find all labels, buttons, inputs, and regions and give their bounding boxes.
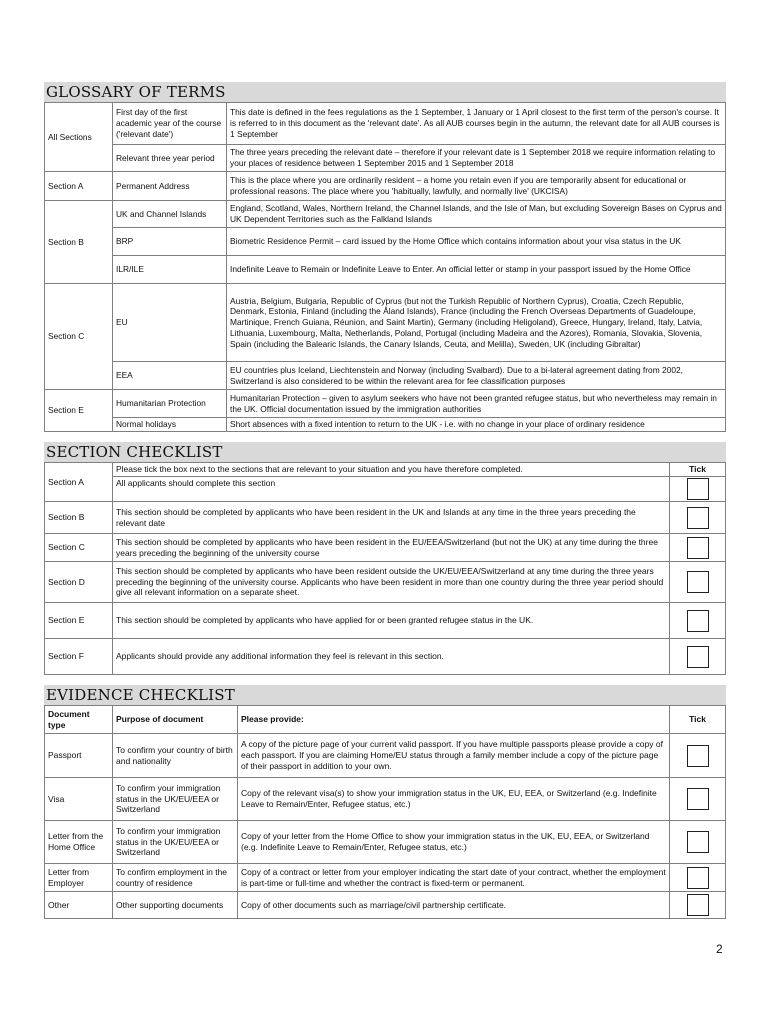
home-office-letter-checkbox[interactable] bbox=[687, 831, 709, 853]
section-d-checkbox[interactable] bbox=[687, 571, 709, 593]
glossary-definition: England, Scotland, Wales, Northern Ireland, the Channel Islands, and the Isle of Man, but excluding Sovereign Bases on Cyprus and UK Dependent Territories such as the Falkland Islands bbox=[227, 201, 726, 228]
purpose-cell: To confirm your immigration status in the UK/EU/EEA or Switzerland bbox=[113, 821, 238, 864]
table-row bbox=[45, 778, 726, 821]
table-row bbox=[45, 145, 726, 172]
glossary-table bbox=[44, 102, 726, 432]
provide-cell: A copy of the picture page of your current valid passport. If you have multiple passports please provide a copy of each passport. If you are claiming Home/EU status through a family member include a copy of the picture page of their passport in addition to your own. bbox=[238, 734, 670, 778]
purpose-cell: To confirm employment in the country of residence bbox=[113, 864, 238, 892]
provide-cell: Copy of the relevant visa(s) to show your immigration status in the UK, EU, EEA, or Switzerland (e.g. Indefinite Leave to Remain/Enter, Refugee status, etc.) bbox=[238, 778, 670, 821]
tick-column-header: Tick bbox=[670, 463, 726, 477]
checklist-section-label: Section A bbox=[45, 463, 113, 502]
tick-cell bbox=[670, 562, 726, 603]
table-row bbox=[45, 256, 726, 284]
tick-cell bbox=[670, 639, 726, 675]
tick-cell bbox=[670, 502, 726, 534]
table-row bbox=[45, 418, 726, 432]
glossary-term: First day of the first academic year of the course ('relevant date') bbox=[113, 103, 227, 145]
section-e-checkbox[interactable] bbox=[687, 610, 709, 632]
evidence-checklist-table bbox=[44, 705, 726, 919]
checklist-description: All applicants should complete this section bbox=[113, 477, 670, 502]
glossary-title: GLOSSARY OF TERMS bbox=[44, 82, 726, 102]
table-row bbox=[45, 228, 726, 256]
tick-cell bbox=[670, 534, 726, 562]
table-header-row bbox=[45, 706, 726, 734]
glossary-section-cell: Section C bbox=[45, 284, 113, 390]
page-number: 2 bbox=[716, 942, 723, 956]
table-row bbox=[45, 362, 726, 390]
glossary-term: EU bbox=[113, 284, 227, 362]
section-c-checkbox[interactable] bbox=[687, 537, 709, 559]
purpose-cell: To confirm your country of birth and nationality bbox=[113, 734, 238, 778]
glossary-term: Humanitarian Protection bbox=[113, 390, 227, 418]
glossary-definition: The three years preceding the relevant date – therefore if your relevant date is 1 September 2018 we require information relating to your places of residence between 1 September 2015 and 1 September 2018 bbox=[227, 145, 726, 172]
table-row bbox=[45, 477, 726, 502]
table-row bbox=[45, 463, 726, 477]
glossary-term: UK and Channel Islands bbox=[113, 201, 227, 228]
glossary-definition: Austria, Belgium, Bulgaria, Republic of Cyprus (but not the Turkish Republic of Northern Cyprus), Croatia, Czech Republic, Denmark, Estonia, Finland (including the Åland Islands), France (including the French Overseas Departments of Guadeloupe, Martinique, French Guiana, Réunion, and Saint Martin), Germany (including Heligoland), Greece, Hungary, Ireland, Italy, Latvia, Lithuania, Luxembourg, Malta, Netherlands, Poland, Portugal (including Madeira and the Azores), Romania, Slovakia, Slovenia, Spain (including the Balearic Islands, the Canary Islands, Ceuta, and Melilla), Sweden, UK (including Gibraltar) bbox=[227, 284, 726, 362]
glossary-definition: This is the place where you are ordinarily resident – a home you retain even if you are temporarily absent for educational or professional reasons. The place where you 'habitually, lawfully, and normally live' (UKCISA) bbox=[227, 172, 726, 201]
tick-cell bbox=[670, 734, 726, 778]
doc-type-cell: Other bbox=[45, 892, 113, 919]
section-checklist-title: SECTION CHECKLIST bbox=[44, 442, 726, 462]
table-row bbox=[45, 864, 726, 892]
section-a-checkbox[interactable] bbox=[687, 478, 709, 500]
checklist-section-label: Section B bbox=[45, 502, 113, 534]
purpose-cell: Other supporting documents bbox=[113, 892, 238, 919]
glossary-term: ILR/ILE bbox=[113, 256, 227, 284]
glossary-definition: Humanitarian Protection – given to asylum seekers who have not been granted refugee status, but who nevertheless may remain in the UK. Official documentation issued by the immigration authorities bbox=[227, 390, 726, 418]
passport-checkbox[interactable] bbox=[687, 745, 709, 767]
table-row bbox=[45, 103, 726, 145]
section-b-checkbox[interactable] bbox=[687, 507, 709, 529]
glossary-term: Permanent Address bbox=[113, 172, 227, 201]
purpose-header: Purpose of document bbox=[113, 706, 238, 734]
table-row bbox=[45, 502, 726, 534]
provide-header: Please provide: bbox=[238, 706, 670, 734]
provide-cell: Copy of a contract or letter from your employer indicating the start date of your contract, whether the employment is part-time or full-time and whether the contract is fixed-term or permanent. bbox=[238, 864, 670, 892]
checklist-section-label: Section F bbox=[45, 639, 113, 675]
other-docs-checkbox[interactable] bbox=[687, 894, 709, 916]
section-checklist-table bbox=[44, 462, 726, 675]
provide-cell: Copy of your letter from the Home Office to show your immigration status in the UK, EU, EEA, or Switzerland (e.g. Indefinite Leave to Remain/Enter, Refugee status, etc.) bbox=[238, 821, 670, 864]
glossary-term: Normal holidays bbox=[113, 418, 227, 432]
glossary-section-cell: Section B bbox=[45, 201, 113, 284]
table-row bbox=[45, 603, 726, 639]
table-row bbox=[45, 390, 726, 418]
glossary-section-cell: All Sections bbox=[45, 103, 113, 172]
tick-cell bbox=[670, 864, 726, 892]
checklist-section-label: Section D bbox=[45, 562, 113, 603]
table-row bbox=[45, 892, 726, 919]
glossary-definition: Short absences with a fixed intention to return to the UK - i.e. with no change in your place of ordinary residence bbox=[227, 418, 726, 432]
table-row bbox=[45, 562, 726, 603]
checklist-description: Applicants should provide any additional information they feel is relevant in this section. bbox=[113, 639, 670, 675]
tick-cell bbox=[670, 821, 726, 864]
doc-type-cell: Visa bbox=[45, 778, 113, 821]
tick-cell bbox=[670, 603, 726, 639]
tick-column-header: Tick bbox=[670, 706, 726, 734]
checklist-description: This section should be completed by applicants who have been resident outside the UK/EU/EEA/Switzerland at any time during the three years preceding the beginning of the university course. Applicants who have been resident in more than one country during the three year period should give all relevant information on a separate sheet. bbox=[113, 562, 670, 603]
glossary-definition: This date is defined in the fees regulations as the 1 September, 1 January or 1 April closest to the first term of the person's course. It is referred to in this document as the 'relevant date'. As all AUB courses begin in the autumn, the relevant date for all AUB courses is 1 September bbox=[227, 103, 726, 145]
glossary-definition: EU countries plus Iceland, Liechtenstein and Norway (including Svalbard). Due to a bi-lateral agreement dating from 2002, Switzerland is also considered to be within the relevant area for fee classification purposes bbox=[227, 362, 726, 390]
glossary-section-cell: Section E bbox=[45, 390, 113, 432]
visa-checkbox[interactable] bbox=[687, 788, 709, 810]
tick-cell bbox=[670, 892, 726, 919]
evidence-checklist-title: EVIDENCE CHECKLIST bbox=[44, 685, 726, 705]
table-row bbox=[45, 534, 726, 562]
purpose-cell: To confirm your immigration status in the UK/EU/EEA or Switzerland bbox=[113, 778, 238, 821]
doc-type-cell: Passport bbox=[45, 734, 113, 778]
provide-cell: Copy of other documents such as marriage/civil partnership certificate. bbox=[238, 892, 670, 919]
table-row bbox=[45, 821, 726, 864]
table-row bbox=[45, 172, 726, 201]
glossary-term: Relevant three year period bbox=[113, 145, 227, 172]
table-row bbox=[45, 284, 726, 362]
checklist-description: This section should be completed by applicants who have applied for or been granted refugee status in the UK. bbox=[113, 603, 670, 639]
glossary-definition: Biometric Residence Permit – card issued by the Home Office which contains information about your visa status in the UK bbox=[227, 228, 726, 256]
doc-type-cell: Letter from Employer bbox=[45, 864, 113, 892]
glossary-term: EEA bbox=[113, 362, 227, 390]
doc-type-header: Document type bbox=[45, 706, 113, 734]
glossary-term: BRP bbox=[113, 228, 227, 256]
checklist-description: This section should be completed by applicants who have been resident in the EU/EEA/Switzerland (but not the UK) at any time during the three years preceding the beginning of the university course bbox=[113, 534, 670, 562]
checklist-section-label: Section E bbox=[45, 603, 113, 639]
checklist-section-label: Section C bbox=[45, 534, 113, 562]
table-row bbox=[45, 201, 726, 228]
table-row bbox=[45, 639, 726, 675]
document-page bbox=[44, 82, 726, 919]
section-f-checkbox[interactable] bbox=[687, 646, 709, 668]
checklist-description: This section should be completed by applicants who have been resident in the UK and Islands at any time in the three years preceding the relevant date bbox=[113, 502, 670, 534]
doc-type-cell: Letter from the Home Office bbox=[45, 821, 113, 864]
glossary-definition: Indefinite Leave to Remain or Indefinite Leave to Enter. An official letter or stamp in your passport issued by the Home Office bbox=[227, 256, 726, 284]
checklist-instruction: Please tick the box next to the sections that are relevant to your situation and you have therefore completed. bbox=[113, 463, 670, 477]
tick-cell bbox=[670, 477, 726, 502]
employer-letter-checkbox[interactable] bbox=[687, 867, 709, 889]
glossary-section-cell: Section A bbox=[45, 172, 113, 201]
tick-cell bbox=[670, 778, 726, 821]
table-row bbox=[45, 734, 726, 778]
